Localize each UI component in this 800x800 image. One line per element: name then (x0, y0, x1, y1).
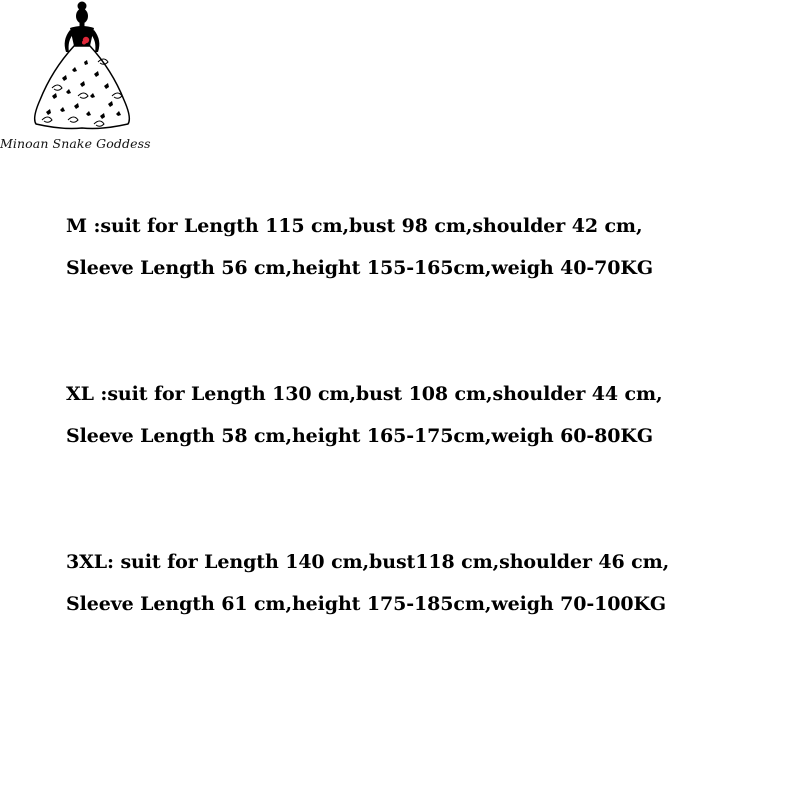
size-spec-m (66, 214, 766, 280)
brand-logo (0, 0, 180, 160)
size-spec-line: 3XL: suit for Length 140 cm,bust118 cm,shoulder 46 cm, (66, 551, 670, 573)
size-spec-line: M :suit for Length 115 cm,bust 98 cm,shoulder 42 cm, (66, 215, 643, 237)
size-spec-xl (66, 382, 766, 448)
gown-silhouette-icon (22, 0, 142, 132)
size-spec-line: XL :suit for Length 130 cm,bust 108 cm,shoulder 44 cm, (66, 383, 663, 405)
size-spec-line: Sleeve Length 56 cm,height 155-165cm,weigh 40-70KG (66, 257, 653, 279)
size-spec-line: Sleeve Length 58 cm,height 165-175cm,weigh 60-80KG (66, 425, 653, 447)
brand-name: Minoan Snake Goddess (0, 136, 151, 151)
size-spec-3xl (66, 550, 766, 616)
size-spec-line: Sleeve Length 61 cm,height 175-185cm,weigh 70-100KG (66, 593, 667, 615)
